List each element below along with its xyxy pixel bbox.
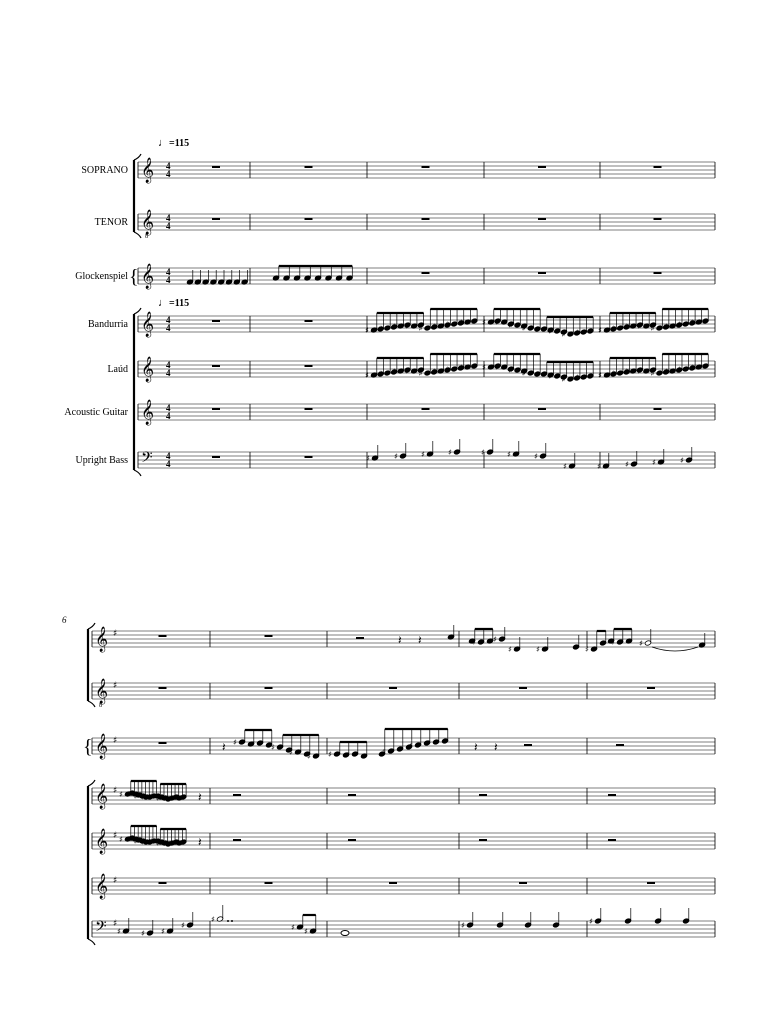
time-sig-denominator: 4 bbox=[166, 221, 171, 231]
sharp-icon: ♯ bbox=[521, 324, 526, 333]
sharp-icon: ♯ bbox=[650, 324, 655, 333]
tempo-note-icon: ♩ bbox=[158, 297, 169, 309]
measure-rest bbox=[305, 218, 313, 220]
sharp-icon: ♯ bbox=[650, 369, 655, 378]
measure-rest bbox=[422, 218, 430, 220]
sharp-icon: ♯ bbox=[391, 322, 396, 331]
sharp-icon: ♯ bbox=[141, 838, 145, 847]
time-sig-denominator: 4 bbox=[166, 411, 171, 421]
sharp-icon: ♯ bbox=[448, 448, 452, 457]
instrument-name-glockenspiel: Glockenspiel bbox=[75, 271, 128, 282]
key-signature-sharp-icon: ♯ bbox=[113, 681, 118, 691]
sharp-icon: ♯ bbox=[155, 794, 160, 803]
measure-rest bbox=[212, 320, 220, 322]
glockenspiel-brace: { bbox=[83, 736, 93, 758]
sharp-icon: ♯ bbox=[378, 324, 383, 333]
treble-clef-icon: 𝄞 bbox=[141, 400, 155, 425]
tempo-note-icon: ♩ bbox=[158, 137, 169, 149]
measure-rest bbox=[305, 408, 313, 410]
sharp-icon: ♯ bbox=[561, 375, 566, 384]
tempo-marking bbox=[158, 137, 189, 149]
sharp-icon: ♯ bbox=[598, 371, 602, 380]
measure-rest bbox=[159, 635, 167, 637]
sharp-icon: ♯ bbox=[163, 794, 168, 803]
time-sig-denominator: 4 bbox=[166, 275, 171, 285]
sharp-icon: ♯ bbox=[378, 369, 383, 378]
octave-mark: 8 bbox=[99, 703, 102, 709]
half-rest bbox=[616, 744, 624, 746]
sharp-icon: ♯ bbox=[161, 927, 165, 936]
sharp-icon: ♯ bbox=[536, 645, 540, 654]
sharp-icon: ♯ bbox=[663, 367, 668, 376]
sharp-icon: ♯ bbox=[394, 452, 398, 461]
half-rest bbox=[233, 839, 241, 841]
time-sig-numerator: 4 bbox=[166, 161, 171, 171]
time-sig-denominator: 4 bbox=[166, 459, 171, 469]
sharp-icon: ♯ bbox=[170, 839, 175, 848]
measure-rest bbox=[538, 272, 546, 274]
sharp-icon: ♯ bbox=[346, 750, 350, 759]
tempo-value: =115 bbox=[169, 298, 190, 309]
treble-clef-icon: 𝄞 bbox=[141, 312, 155, 337]
octave-mark: 8 bbox=[145, 234, 148, 240]
treble-clef-icon: 𝄞 bbox=[141, 264, 155, 289]
measure-rest bbox=[265, 635, 273, 637]
sharp-icon: ♯ bbox=[663, 322, 668, 331]
sharp-icon: ♯ bbox=[624, 367, 629, 376]
key-signature-sharp-icon: ♯ bbox=[113, 786, 118, 796]
sharp-icon: ♯ bbox=[482, 318, 486, 327]
sharp-icon: ♯ bbox=[271, 743, 275, 752]
sharp-icon: ♯ bbox=[391, 367, 396, 376]
key-signature-sharp-icon: ♯ bbox=[113, 831, 118, 841]
sharp-icon: ♯ bbox=[689, 363, 694, 372]
sharp-icon: ♯ bbox=[365, 326, 369, 335]
measure-rest bbox=[305, 320, 313, 322]
measure-rest bbox=[647, 687, 655, 689]
measure-rest bbox=[212, 456, 220, 458]
measure-rest bbox=[305, 365, 313, 367]
half-rest bbox=[348, 839, 356, 841]
sharp-icon: ♯ bbox=[431, 322, 436, 331]
sharp-icon: ♯ bbox=[611, 638, 615, 647]
sharp-icon: ♯ bbox=[676, 365, 681, 374]
measure-rest bbox=[519, 882, 527, 884]
sharp-icon: ♯ bbox=[328, 750, 332, 759]
sharp-icon: ♯ bbox=[493, 635, 497, 644]
treble-clef-icon: 𝄞 bbox=[95, 829, 109, 854]
sharp-icon: ♯ bbox=[676, 320, 681, 329]
treble-clef-icon: 𝄞 bbox=[141, 158, 155, 183]
sharp-icon: ♯ bbox=[461, 921, 465, 930]
staff-tenor bbox=[92, 678, 715, 709]
measure-rest bbox=[654, 408, 662, 410]
quarter-rest: 𝄽 bbox=[198, 835, 202, 849]
half-rest bbox=[348, 794, 356, 796]
instrument-name-bandurria: Bandurria bbox=[88, 319, 128, 330]
measure-rest bbox=[159, 742, 167, 744]
measure-rest bbox=[422, 408, 430, 410]
sharp-icon: ♯ bbox=[652, 458, 656, 467]
treble-clef-icon: 𝄞 bbox=[141, 210, 155, 235]
sharp-icon: ♯ bbox=[289, 748, 293, 757]
measure-rest bbox=[422, 272, 430, 274]
sharp-icon: ♯ bbox=[304, 927, 308, 936]
sharp-icon: ♯ bbox=[481, 448, 485, 457]
sharp-icon: ♯ bbox=[133, 837, 138, 846]
measure-rest bbox=[212, 408, 220, 410]
time-sig-denominator: 4 bbox=[166, 323, 171, 333]
half-rest bbox=[356, 637, 364, 639]
key-signature-sharp-icon: ♯ bbox=[113, 919, 118, 929]
sharp-icon: ♯ bbox=[508, 366, 513, 375]
half-rest bbox=[479, 794, 487, 796]
time-sig-numerator: 4 bbox=[166, 267, 171, 277]
sharp-icon: ♯ bbox=[170, 794, 175, 803]
sharp-icon: ♯ bbox=[548, 372, 553, 381]
measure-rest bbox=[389, 687, 397, 689]
measure-rest bbox=[538, 408, 546, 410]
sharp-icon: ♯ bbox=[382, 747, 386, 756]
staff-bandurria bbox=[138, 311, 715, 337]
measure-rest bbox=[159, 882, 167, 884]
dot bbox=[227, 920, 229, 922]
sharp-icon: ♯ bbox=[233, 738, 237, 747]
measure-rest bbox=[212, 365, 220, 367]
staff-glockenspiel bbox=[138, 263, 715, 289]
staff-tenor bbox=[138, 209, 715, 240]
measure-number: 6 bbox=[62, 615, 67, 625]
measure-rest bbox=[212, 166, 220, 168]
sharp-icon: ♯ bbox=[589, 917, 593, 926]
measure-rest bbox=[538, 166, 546, 168]
sharp-icon: ♯ bbox=[119, 790, 123, 799]
sharp-icon: ♯ bbox=[689, 318, 694, 327]
instrument-name-tenor: TENOR bbox=[94, 217, 128, 228]
sharp-icon: ♯ bbox=[574, 373, 579, 382]
sharp-icon: ♯ bbox=[482, 363, 486, 372]
sharp-icon: ♯ bbox=[366, 454, 370, 463]
sharp-icon: ♯ bbox=[535, 370, 539, 379]
sharp-icon: ♯ bbox=[639, 639, 643, 648]
dot bbox=[231, 920, 233, 922]
sharp-icon: ♯ bbox=[119, 835, 123, 844]
treble-clef-icon: 𝄞 bbox=[95, 734, 109, 759]
sharp-icon: ♯ bbox=[148, 837, 153, 846]
sharp-icon: ♯ bbox=[637, 322, 642, 331]
sharp-icon: ♯ bbox=[637, 367, 642, 376]
bass-clef-icon: 𝄢 bbox=[141, 449, 153, 470]
measure-rest bbox=[212, 218, 220, 220]
instrument-name-laud: Laúd bbox=[107, 364, 128, 375]
time-sig-numerator: 4 bbox=[166, 360, 171, 370]
instrument-name-upright-bass: Upright Bass bbox=[75, 455, 128, 466]
instrument-name-soprano: SOPRANO bbox=[81, 165, 128, 176]
sharp-icon: ♯ bbox=[365, 371, 369, 380]
sharp-icon: ♯ bbox=[141, 793, 145, 802]
sharp-icon: ♯ bbox=[458, 363, 463, 372]
key-signature-sharp-icon: ♯ bbox=[113, 736, 118, 746]
staff-laud bbox=[138, 356, 715, 382]
sharp-icon: ♯ bbox=[561, 330, 566, 339]
treble-clef-icon: 𝄞 bbox=[95, 874, 109, 899]
sharp-icon: ♯ bbox=[585, 645, 589, 654]
sharp-icon: ♯ bbox=[405, 322, 409, 331]
time-sig-numerator: 4 bbox=[166, 213, 171, 223]
glockenspiel-brace: { bbox=[129, 266, 139, 288]
system-1 bbox=[129, 154, 715, 476]
measure-rest bbox=[159, 687, 167, 689]
sharp-icon: ♯ bbox=[155, 839, 160, 848]
quarter-rest: 𝄽 bbox=[198, 790, 202, 804]
sharp-icon: ♯ bbox=[624, 322, 629, 331]
quarter-rest: 𝄽 bbox=[222, 740, 226, 754]
quarter-rest: 𝄽 bbox=[418, 633, 422, 647]
treble-clef-icon: 𝄞 bbox=[95, 679, 109, 704]
sharp-icon: ♯ bbox=[427, 738, 431, 747]
sharp-icon: ♯ bbox=[495, 363, 500, 372]
half-rest bbox=[479, 839, 487, 841]
half-rest bbox=[608, 839, 616, 841]
sharp-icon: ♯ bbox=[472, 638, 476, 647]
measure-rest bbox=[654, 166, 662, 168]
sharp-icon: ♯ bbox=[597, 462, 601, 471]
sharp-icon: ♯ bbox=[535, 325, 539, 334]
measure-rest bbox=[265, 882, 273, 884]
time-sig-numerator: 4 bbox=[166, 315, 171, 325]
time-sig-denominator: 4 bbox=[166, 368, 171, 378]
tempo-value: =115 bbox=[169, 138, 190, 149]
sharp-icon: ♯ bbox=[574, 328, 579, 337]
sharp-icon: ♯ bbox=[563, 462, 567, 471]
measure-rest bbox=[654, 218, 662, 220]
system-2 bbox=[83, 623, 715, 945]
sharp-icon: ♯ bbox=[680, 456, 684, 465]
sharp-icon: ♯ bbox=[548, 327, 553, 336]
measure-rest bbox=[265, 687, 273, 689]
sharp-icon: ♯ bbox=[495, 318, 500, 327]
staff-acoustic-guitar bbox=[138, 399, 715, 425]
sharp-icon: ♯ bbox=[418, 369, 423, 378]
half-rest bbox=[608, 794, 616, 796]
time-sig-numerator: 4 bbox=[166, 403, 171, 413]
sharp-icon: ♯ bbox=[181, 921, 185, 930]
sharp-icon: ♯ bbox=[126, 790, 131, 799]
sharp-icon: ♯ bbox=[141, 929, 145, 938]
measure-rest bbox=[654, 272, 662, 274]
sharp-icon: ♯ bbox=[625, 460, 629, 469]
sharp-icon: ♯ bbox=[163, 839, 168, 848]
staff-acoustic-guitar bbox=[92, 873, 715, 899]
sharp-icon: ♯ bbox=[126, 835, 131, 844]
measure-rest bbox=[305, 456, 313, 458]
time-sig-numerator: 4 bbox=[166, 451, 171, 461]
sharp-icon: ♯ bbox=[508, 321, 513, 330]
sharp-icon: ♯ bbox=[405, 367, 409, 376]
sharp-icon: ♯ bbox=[251, 739, 255, 748]
sharp-icon: ♯ bbox=[534, 452, 538, 461]
sharp-icon: ♯ bbox=[307, 752, 311, 761]
half-rest bbox=[233, 794, 241, 796]
measure-rest bbox=[389, 882, 397, 884]
quarter-rest: 𝄽 bbox=[494, 740, 498, 754]
instrument-name-acoustic-guitar: Acoustic Guitar bbox=[64, 407, 128, 418]
sharp-icon: ♯ bbox=[458, 318, 463, 327]
sharp-icon: ♯ bbox=[598, 326, 602, 335]
sharp-icon: ♯ bbox=[521, 369, 526, 378]
measure-rest bbox=[538, 218, 546, 220]
sharp-icon: ♯ bbox=[211, 915, 215, 924]
key-signature-sharp-icon: ♯ bbox=[113, 629, 118, 639]
treble-clef-icon: 𝄞 bbox=[141, 357, 155, 382]
staff-upright-bass bbox=[92, 918, 715, 939]
half-rest bbox=[524, 744, 532, 746]
time-sig-denominator: 4 bbox=[166, 169, 171, 179]
measure-rest bbox=[519, 687, 527, 689]
sharp-icon: ♯ bbox=[431, 367, 436, 376]
measure-rest bbox=[305, 166, 313, 168]
sharp-icon: ♯ bbox=[611, 369, 615, 378]
sharp-icon: ♯ bbox=[620, 637, 624, 646]
tie bbox=[652, 647, 698, 651]
sharp-icon: ♯ bbox=[507, 450, 511, 459]
tempo-marking bbox=[158, 297, 189, 309]
key-signature-sharp-icon: ♯ bbox=[113, 876, 118, 886]
treble-clef-icon: 𝄞 bbox=[95, 627, 109, 652]
sharp-icon: ♯ bbox=[611, 324, 615, 333]
sharp-icon: ♯ bbox=[508, 645, 512, 654]
sharp-icon: ♯ bbox=[133, 792, 138, 801]
sharp-icon: ♯ bbox=[291, 923, 295, 932]
sharp-icon: ♯ bbox=[445, 320, 450, 329]
sharp-icon: ♯ bbox=[445, 365, 450, 374]
staff-soprano bbox=[138, 157, 715, 183]
whole-note bbox=[341, 931, 349, 936]
sharp-icon: ♯ bbox=[148, 792, 153, 801]
quarter-rest: 𝄽 bbox=[398, 633, 402, 647]
sharp-icon: ♯ bbox=[117, 927, 121, 936]
quarter-rest: 𝄽 bbox=[474, 740, 478, 754]
treble-clef-icon: 𝄞 bbox=[95, 784, 109, 809]
measure-rest bbox=[422, 166, 430, 168]
bass-clef-icon: 𝄢 bbox=[95, 918, 107, 939]
sharp-icon: ♯ bbox=[421, 450, 425, 459]
sharp-icon: ♯ bbox=[418, 324, 423, 333]
sharp-icon: ♯ bbox=[409, 741, 413, 750]
measure-rest bbox=[647, 882, 655, 884]
